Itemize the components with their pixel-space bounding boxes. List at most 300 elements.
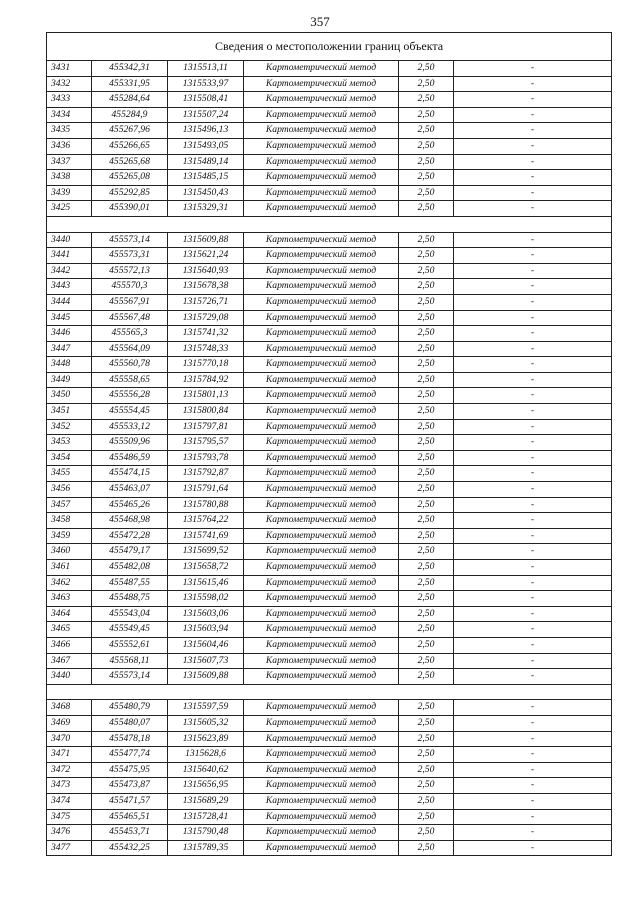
description-cell: - [454, 372, 612, 388]
y-coordinate-cell: 1315489,14 [168, 154, 244, 170]
y-coordinate-cell: 1315791,64 [168, 482, 244, 498]
accuracy-cell: 2,50 [399, 388, 454, 404]
y-coordinate-cell: 1315699,52 [168, 544, 244, 560]
accuracy-cell: 2,50 [399, 747, 454, 763]
accuracy-cell: 2,50 [399, 76, 454, 92]
x-coordinate-cell: 455488,75 [92, 591, 168, 607]
accuracy-cell: 2,50 [399, 107, 454, 123]
y-coordinate-cell: 1315726,71 [168, 294, 244, 310]
x-coordinate-cell: 455558,65 [92, 372, 168, 388]
point-number-cell: 3456 [47, 482, 92, 498]
y-coordinate-cell: 1315792,87 [168, 466, 244, 482]
y-coordinate-cell: 1315741,32 [168, 326, 244, 342]
table-row [47, 622, 612, 638]
table-row [47, 591, 612, 607]
point-number-cell: 3466 [47, 637, 92, 653]
y-coordinate-cell: 1315513,11 [168, 61, 244, 77]
description-cell: - [454, 544, 612, 560]
method-cell: Картометрический метод [244, 61, 399, 77]
point-number-cell: 3471 [47, 747, 92, 763]
accuracy-cell: 2,50 [399, 497, 454, 513]
method-cell: Картометрический метод [244, 170, 399, 186]
table-row [47, 497, 612, 513]
x-coordinate-cell: 455432,25 [92, 840, 168, 856]
block-separator-row [47, 684, 612, 700]
method-cell: Картометрический метод [244, 809, 399, 825]
table-row [47, 778, 612, 794]
x-coordinate-cell: 455390,01 [92, 201, 168, 217]
y-coordinate-cell: 1315780,88 [168, 497, 244, 513]
y-coordinate-cell: 1315748,33 [168, 341, 244, 357]
description-cell: - [454, 482, 612, 498]
y-coordinate-cell: 1315770,18 [168, 357, 244, 373]
description-cell: - [454, 731, 612, 747]
method-cell: Картометрический метод [244, 747, 399, 763]
y-coordinate-cell: 1315658,72 [168, 560, 244, 576]
y-coordinate-cell: 1315764,22 [168, 513, 244, 529]
table-row [47, 154, 612, 170]
point-number-cell: 3457 [47, 497, 92, 513]
accuracy-cell: 2,50 [399, 404, 454, 420]
method-cell: Картометрический метод [244, 372, 399, 388]
y-coordinate-cell: 1315728,41 [168, 809, 244, 825]
method-cell: Картометрический метод [244, 419, 399, 435]
description-cell: - [454, 466, 612, 482]
point-number-cell: 3465 [47, 622, 92, 638]
table-row [47, 637, 612, 653]
method-cell: Картометрический метод [244, 435, 399, 451]
x-coordinate-cell: 455478,18 [92, 731, 168, 747]
table-row [47, 715, 612, 731]
description-cell: - [454, 138, 612, 154]
accuracy-cell: 2,50 [399, 778, 454, 794]
method-cell: Картометрический метод [244, 762, 399, 778]
accuracy-cell: 2,50 [399, 528, 454, 544]
table-row [47, 76, 612, 92]
accuracy-cell: 2,50 [399, 294, 454, 310]
description-cell: - [454, 279, 612, 295]
accuracy-cell: 2,50 [399, 825, 454, 841]
description-cell: - [454, 637, 612, 653]
point-number-cell: 3464 [47, 606, 92, 622]
x-coordinate-cell: 455331,95 [92, 76, 168, 92]
method-cell: Картометрический метод [244, 123, 399, 139]
point-number-cell: 3437 [47, 154, 92, 170]
table-row [47, 279, 612, 295]
point-number-cell: 3447 [47, 341, 92, 357]
method-cell: Картометрический метод [244, 637, 399, 653]
description-cell: - [454, 560, 612, 576]
method-cell: Картометрический метод [244, 326, 399, 342]
x-coordinate-cell: 455471,57 [92, 793, 168, 809]
table-row [47, 435, 612, 451]
table-row [47, 326, 612, 342]
boundary-coordinates-table [46, 32, 612, 856]
table-row [47, 762, 612, 778]
table-body [47, 33, 612, 856]
x-coordinate-cell: 455475,95 [92, 762, 168, 778]
x-coordinate-cell: 455549,45 [92, 622, 168, 638]
accuracy-cell: 2,50 [399, 138, 454, 154]
point-number-cell: 3453 [47, 435, 92, 451]
method-cell: Картометрический метод [244, 825, 399, 841]
table-row [47, 513, 612, 529]
table-row [47, 825, 612, 841]
x-coordinate-cell: 455284,64 [92, 92, 168, 108]
table-row [47, 466, 612, 482]
table-header: Сведения о местоположении границ объекта [47, 33, 612, 61]
table-row [47, 107, 612, 123]
method-cell: Картометрический метод [244, 653, 399, 669]
point-number-cell: 3443 [47, 279, 92, 295]
x-coordinate-cell: 455477,74 [92, 747, 168, 763]
description-cell: - [454, 762, 612, 778]
x-coordinate-cell: 455572,13 [92, 263, 168, 279]
table-row [47, 419, 612, 435]
x-coordinate-cell: 455453,71 [92, 825, 168, 841]
accuracy-cell: 2,50 [399, 154, 454, 170]
description-cell: - [454, 170, 612, 186]
y-coordinate-cell: 1315450,43 [168, 185, 244, 201]
description-cell: - [454, 825, 612, 841]
description-cell: - [454, 840, 612, 856]
method-cell: Картометрический метод [244, 793, 399, 809]
table-row [47, 450, 612, 466]
table-row [47, 294, 612, 310]
table-row [47, 185, 612, 201]
table-row [47, 170, 612, 186]
accuracy-cell: 2,50 [399, 92, 454, 108]
y-coordinate-cell: 1315729,08 [168, 310, 244, 326]
y-coordinate-cell: 1315609,88 [168, 232, 244, 248]
method-cell: Картометрический метод [244, 310, 399, 326]
y-coordinate-cell: 1315795,57 [168, 435, 244, 451]
method-cell: Картометрический метод [244, 341, 399, 357]
point-number-cell: 3470 [47, 731, 92, 747]
point-number-cell: 3450 [47, 388, 92, 404]
x-coordinate-cell: 455573,31 [92, 248, 168, 264]
x-coordinate-cell: 455463,07 [92, 482, 168, 498]
description-cell: - [454, 715, 612, 731]
accuracy-cell: 2,50 [399, 357, 454, 373]
table-row [47, 404, 612, 420]
table-row [47, 575, 612, 591]
x-coordinate-cell: 455573,14 [92, 669, 168, 685]
point-number-cell: 3439 [47, 185, 92, 201]
x-coordinate-cell: 455533,12 [92, 419, 168, 435]
description-cell: - [454, 388, 612, 404]
y-coordinate-cell: 1315793,78 [168, 450, 244, 466]
table-row [47, 138, 612, 154]
table-row [47, 560, 612, 576]
method-cell: Картометрический метод [244, 669, 399, 685]
y-coordinate-cell: 1315797,81 [168, 419, 244, 435]
accuracy-cell: 2,50 [399, 700, 454, 716]
description-cell: - [454, 232, 612, 248]
y-coordinate-cell: 1315628,6 [168, 747, 244, 763]
method-cell: Картометрический метод [244, 513, 399, 529]
y-coordinate-cell: 1315800,84 [168, 404, 244, 420]
point-number-cell: 3438 [47, 170, 92, 186]
x-coordinate-cell: 455509,96 [92, 435, 168, 451]
method-cell: Картометрический метод [244, 154, 399, 170]
description-cell: - [454, 575, 612, 591]
point-number-cell: 3473 [47, 778, 92, 794]
y-coordinate-cell: 1315603,06 [168, 606, 244, 622]
description-cell: - [454, 310, 612, 326]
method-cell: Картометрический метод [244, 778, 399, 794]
point-number-cell: 3459 [47, 528, 92, 544]
point-number-cell: 3467 [47, 653, 92, 669]
table-row [47, 201, 612, 217]
x-coordinate-cell: 455265,68 [92, 154, 168, 170]
description-cell: - [454, 248, 612, 264]
description-cell: - [454, 793, 612, 809]
point-number-cell: 3442 [47, 263, 92, 279]
description-cell: - [454, 700, 612, 716]
x-coordinate-cell: 455565,3 [92, 326, 168, 342]
description-cell: - [454, 61, 612, 77]
table-row [47, 528, 612, 544]
x-coordinate-cell: 455284,9 [92, 107, 168, 123]
method-cell: Картометрический метод [244, 528, 399, 544]
description-cell: - [454, 294, 612, 310]
accuracy-cell: 2,50 [399, 793, 454, 809]
method-cell: Картометрический метод [244, 263, 399, 279]
accuracy-cell: 2,50 [399, 731, 454, 747]
point-number-cell: 3440 [47, 232, 92, 248]
y-coordinate-cell: 1315329,31 [168, 201, 244, 217]
description-cell: - [454, 357, 612, 373]
accuracy-cell: 2,50 [399, 591, 454, 607]
accuracy-cell: 2,50 [399, 341, 454, 357]
point-number-cell: 3452 [47, 419, 92, 435]
table-row [47, 747, 612, 763]
point-number-cell: 3475 [47, 809, 92, 825]
method-cell: Картометрический метод [244, 497, 399, 513]
description-cell: - [454, 154, 612, 170]
accuracy-cell: 2,50 [399, 61, 454, 77]
x-coordinate-cell: 455266,65 [92, 138, 168, 154]
y-coordinate-cell: 1315640,93 [168, 263, 244, 279]
point-number-cell: 3444 [47, 294, 92, 310]
x-coordinate-cell: 455468,98 [92, 513, 168, 529]
y-coordinate-cell: 1315604,46 [168, 637, 244, 653]
point-number-cell: 3432 [47, 76, 92, 92]
point-number-cell: 3462 [47, 575, 92, 591]
point-number-cell: 3446 [47, 326, 92, 342]
accuracy-cell: 2,50 [399, 466, 454, 482]
x-coordinate-cell: 455554,45 [92, 404, 168, 420]
method-cell: Картометрический метод [244, 715, 399, 731]
point-number-cell: 3477 [47, 840, 92, 856]
accuracy-cell: 2,50 [399, 185, 454, 201]
method-cell: Картометрический метод [244, 76, 399, 92]
method-cell: Картометрический метод [244, 560, 399, 576]
x-coordinate-cell: 455567,48 [92, 310, 168, 326]
x-coordinate-cell: 455465,51 [92, 809, 168, 825]
description-cell: - [454, 435, 612, 451]
y-coordinate-cell: 1315801,13 [168, 388, 244, 404]
method-cell: Картометрический метод [244, 294, 399, 310]
accuracy-cell: 2,50 [399, 419, 454, 435]
description-cell: - [454, 450, 612, 466]
x-coordinate-cell: 455570,3 [92, 279, 168, 295]
y-coordinate-cell: 1315485,15 [168, 170, 244, 186]
point-number-cell: 3458 [47, 513, 92, 529]
table-row [47, 123, 612, 139]
x-coordinate-cell: 455552,61 [92, 637, 168, 653]
y-coordinate-cell: 1315784,92 [168, 372, 244, 388]
point-number-cell: 3451 [47, 404, 92, 420]
accuracy-cell: 2,50 [399, 435, 454, 451]
description-cell: - [454, 419, 612, 435]
description-cell: - [454, 653, 612, 669]
table-row [47, 840, 612, 856]
x-coordinate-cell: 455465,26 [92, 497, 168, 513]
x-coordinate-cell: 455567,91 [92, 294, 168, 310]
method-cell: Картометрический метод [244, 185, 399, 201]
method-cell: Картометрический метод [244, 92, 399, 108]
table-row [47, 809, 612, 825]
method-cell: Картометрический метод [244, 575, 399, 591]
accuracy-cell: 2,50 [399, 310, 454, 326]
point-number-cell: 3476 [47, 825, 92, 841]
description-cell: - [454, 809, 612, 825]
y-coordinate-cell: 1315533,97 [168, 76, 244, 92]
table-row [47, 731, 612, 747]
point-number-cell: 3469 [47, 715, 92, 731]
accuracy-cell: 2,50 [399, 840, 454, 856]
x-coordinate-cell: 455480,79 [92, 700, 168, 716]
method-cell: Картометрический метод [244, 357, 399, 373]
point-number-cell: 3454 [47, 450, 92, 466]
x-coordinate-cell: 455480,07 [92, 715, 168, 731]
method-cell: Картометрический метод [244, 591, 399, 607]
table-row [47, 388, 612, 404]
point-number-cell: 3425 [47, 201, 92, 217]
description-cell: - [454, 185, 612, 201]
table-row [47, 341, 612, 357]
point-number-cell: 3445 [47, 310, 92, 326]
y-coordinate-cell: 1315640,62 [168, 762, 244, 778]
x-coordinate-cell: 455265,08 [92, 170, 168, 186]
point-number-cell: 3461 [47, 560, 92, 576]
accuracy-cell: 2,50 [399, 513, 454, 529]
point-number-cell: 3435 [47, 123, 92, 139]
accuracy-cell: 2,50 [399, 622, 454, 638]
description-cell: - [454, 591, 612, 607]
table-row [47, 700, 612, 716]
point-number-cell: 3472 [47, 762, 92, 778]
y-coordinate-cell: 1315609,88 [168, 669, 244, 685]
description-cell: - [454, 404, 612, 420]
method-cell: Картометрический метод [244, 466, 399, 482]
method-cell: Картометрический метод [244, 700, 399, 716]
description-cell: - [454, 263, 612, 279]
block-separator-row [47, 216, 612, 232]
description-cell: - [454, 201, 612, 217]
accuracy-cell: 2,50 [399, 482, 454, 498]
x-coordinate-cell: 455479,17 [92, 544, 168, 560]
method-cell: Картометрический метод [244, 248, 399, 264]
y-coordinate-cell: 1315607,73 [168, 653, 244, 669]
description-cell: - [454, 778, 612, 794]
method-cell: Картометрический метод [244, 731, 399, 747]
point-number-cell: 3474 [47, 793, 92, 809]
y-coordinate-cell: 1315615,46 [168, 575, 244, 591]
description-cell: - [454, 622, 612, 638]
accuracy-cell: 2,50 [399, 715, 454, 731]
table-row [47, 372, 612, 388]
accuracy-cell: 2,50 [399, 248, 454, 264]
accuracy-cell: 2,50 [399, 560, 454, 576]
x-coordinate-cell: 455472,28 [92, 528, 168, 544]
table-row [47, 310, 612, 326]
description-cell: - [454, 326, 612, 342]
accuracy-cell: 2,50 [399, 263, 454, 279]
point-number-cell: 3431 [47, 61, 92, 77]
table-row [47, 606, 612, 622]
y-coordinate-cell: 1315598,02 [168, 591, 244, 607]
x-coordinate-cell: 455560,78 [92, 357, 168, 373]
x-coordinate-cell: 455292,85 [92, 185, 168, 201]
description-cell: - [454, 669, 612, 685]
y-coordinate-cell: 1315689,29 [168, 793, 244, 809]
separator-cell [47, 684, 612, 700]
accuracy-cell: 2,50 [399, 123, 454, 139]
page-number: 357 [310, 14, 330, 29]
table-row [47, 669, 612, 685]
method-cell: Картометрический метод [244, 482, 399, 498]
y-coordinate-cell: 1315621,24 [168, 248, 244, 264]
x-coordinate-cell: 455267,96 [92, 123, 168, 139]
description-cell: - [454, 606, 612, 622]
y-coordinate-cell: 1315493,05 [168, 138, 244, 154]
accuracy-cell: 2,50 [399, 232, 454, 248]
point-number-cell: 3455 [47, 466, 92, 482]
accuracy-cell: 2,50 [399, 606, 454, 622]
description-cell: - [454, 92, 612, 108]
table-row [47, 653, 612, 669]
accuracy-cell: 2,50 [399, 809, 454, 825]
x-coordinate-cell: 455486,59 [92, 450, 168, 466]
accuracy-cell: 2,50 [399, 637, 454, 653]
method-cell: Картометрический метод [244, 622, 399, 638]
accuracy-cell: 2,50 [399, 326, 454, 342]
description-cell: - [454, 497, 612, 513]
x-coordinate-cell: 455474,15 [92, 466, 168, 482]
accuracy-cell: 2,50 [399, 575, 454, 591]
description-cell: - [454, 76, 612, 92]
accuracy-cell: 2,50 [399, 669, 454, 685]
method-cell: Картометрический метод [244, 388, 399, 404]
point-number-cell: 3441 [47, 248, 92, 264]
method-cell: Картометрический метод [244, 107, 399, 123]
description-cell: - [454, 528, 612, 544]
point-number-cell: 3440 [47, 669, 92, 685]
accuracy-cell: 2,50 [399, 653, 454, 669]
y-coordinate-cell: 1315741,69 [168, 528, 244, 544]
method-cell: Картометрический метод [244, 138, 399, 154]
method-cell: Картометрический метод [244, 279, 399, 295]
point-number-cell: 3433 [47, 92, 92, 108]
table-header-row [47, 33, 612, 61]
y-coordinate-cell: 1315656,95 [168, 778, 244, 794]
accuracy-cell: 2,50 [399, 762, 454, 778]
description-cell: - [454, 747, 612, 763]
table-row [47, 232, 612, 248]
